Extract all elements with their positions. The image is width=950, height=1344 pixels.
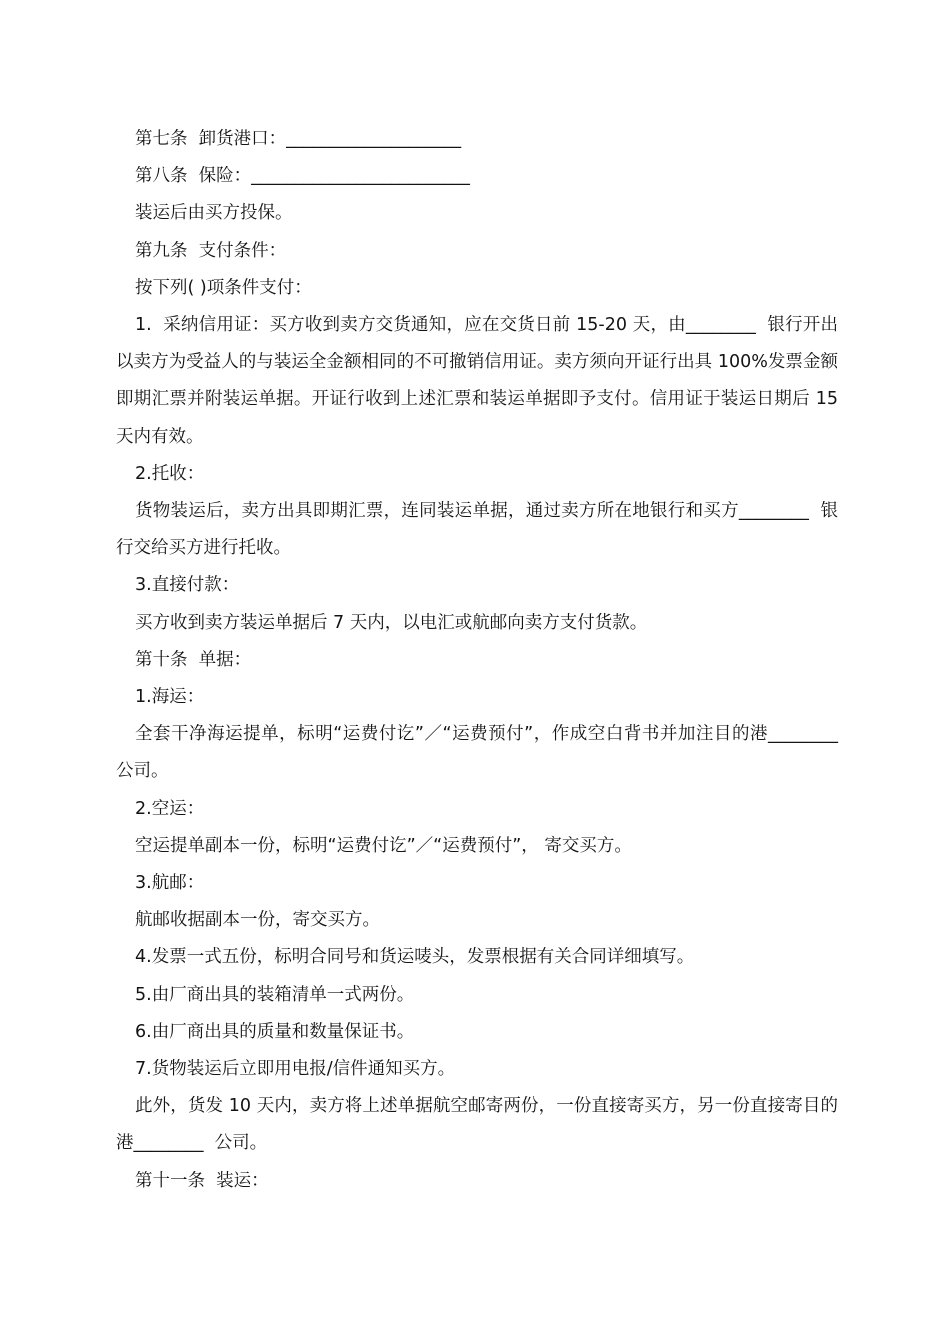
clause-7-unloading-port: 第七条 卸货港口：____________________ — [135, 129, 462, 149]
documents-shipment-notice: 7.货物装运后立即用电报/信件通知买方。 — [135, 1059, 456, 1080]
documents-mail-heading: 3.航邮： — [135, 873, 205, 894]
payment-option-intro: 按下列( )项条件支付： — [135, 277, 312, 298]
documents-packing-list: 5.由厂商出具的装箱清单一式两份。 — [135, 984, 415, 1005]
clause-10-documents: 第十条 单据： — [135, 649, 252, 670]
documents-mailing-note: 此外，货发 10 天内，卖方将上述单据航空邮寄两份，一份直接寄买方，另一份直接寄目的港________ 公司。 — [116, 1096, 838, 1154]
payment-direct-heading: 3.直接付款： — [135, 575, 240, 596]
clause-11-shipment: 第十一条 装运： — [135, 1170, 269, 1191]
documents-sea-heading: 1.海运： — [135, 687, 205, 708]
documents-air-heading: 2.空运： — [135, 798, 205, 819]
documents-invoice: 4.发票一式五份，标明合同号和货运唛头，发票根据有关合同详细填写。 — [135, 947, 695, 968]
document-body — [116, 121, 850, 1200]
insurance-note: 装运后由买方投保。 — [135, 203, 293, 224]
clause-9-payment-terms: 第九条 支付条件： — [135, 240, 287, 261]
documents-sea-text: 全套干净海运提单，标明“运费付讫”／“运费预付”，作成空白背书并加注目的港________ 公司。 — [116, 724, 850, 782]
documents-quality-certificate: 6.由厂商出具的质量和数量保证书。 — [135, 1021, 415, 1042]
payment-collection-heading: 2.托收： — [135, 463, 205, 484]
payment-direct-text: 买方收到卖方装运单据后 7 天内，以电汇或航邮向卖方支付货款。 — [135, 612, 648, 633]
payment-letter-of-credit: 1. 采纳信用证：买方收到卖方交货通知，应在交货日前 15-20 天，由________ 银行开出以卖方为受益人的与装运全金额相同的不可撤销信用证。卖方须向开证行出具 100%发票金额即期汇票并附装运单据。开证行收到上述汇票和装运单据即予支付。信用证于装运日期后 15 天内有效。 — [116, 315, 844, 447]
documents-mail-text: 航邮收据副本一份，寄交买方。 — [135, 910, 380, 931]
payment-collection-text: 货物装运后，卖方出具即期汇票，连同装运单据，通过卖方所在地银行和买方________ 银行交给买方进行托收。 — [116, 501, 838, 559]
documents-air-text: 空运提单副本一份，标明“运费付讫”／“运费预付”， 寄交买方。 — [135, 835, 632, 856]
clause-8-insurance: 第八条 保险：_________________________ — [135, 166, 470, 187]
